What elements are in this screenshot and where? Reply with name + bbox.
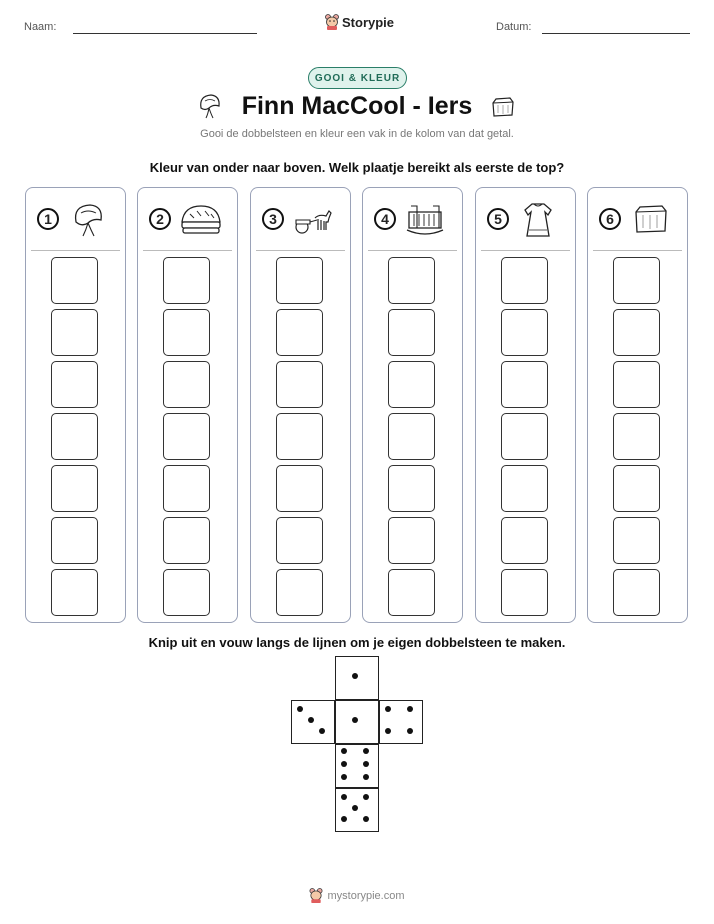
date-line[interactable] — [542, 33, 690, 34]
color-box[interactable] — [388, 361, 435, 408]
color-box[interactable] — [51, 569, 98, 616]
column-4 — [362, 187, 463, 623]
die-pip — [341, 794, 347, 800]
color-box[interactable] — [51, 361, 98, 408]
name-label: Naam: — [24, 21, 57, 33]
color-box[interactable] — [613, 309, 660, 356]
die-pip — [363, 774, 369, 780]
column-5 — [475, 187, 576, 623]
color-box[interactable] — [163, 569, 210, 616]
die-face — [291, 700, 335, 744]
color-box[interactable] — [51, 309, 98, 356]
color-box[interactable] — [388, 309, 435, 356]
color-box[interactable] — [388, 569, 435, 616]
color-box[interactable] — [388, 517, 435, 564]
color-box[interactable] — [276, 361, 323, 408]
color-box[interactable] — [613, 517, 660, 564]
color-box[interactable] — [501, 569, 548, 616]
die-pip — [385, 706, 391, 712]
color-box[interactable] — [501, 465, 548, 512]
column-number: 6 — [599, 208, 621, 230]
die-face — [335, 788, 379, 832]
column-divider — [481, 250, 570, 251]
bonnet-icon — [68, 200, 110, 238]
die-pip — [341, 774, 347, 780]
color-box[interactable] — [501, 257, 548, 304]
column-number: 2 — [149, 208, 171, 230]
color-box[interactable] — [276, 465, 323, 512]
color-box[interactable] — [51, 465, 98, 512]
die-face — [335, 744, 379, 788]
die-pip — [297, 706, 303, 712]
die-pip — [341, 761, 347, 767]
die-pip — [363, 794, 369, 800]
die-pip — [352, 673, 358, 679]
color-box[interactable] — [613, 465, 660, 512]
instruction-bottom: Knip uit en vouw langs de lijnen om je eigen dobbelsteen te maken. — [148, 635, 566, 650]
color-box[interactable] — [501, 309, 548, 356]
column-divider — [256, 250, 345, 251]
color-box[interactable] — [613, 257, 660, 304]
color-box[interactable] — [613, 413, 660, 460]
die-pip — [352, 717, 358, 723]
die-pip — [363, 748, 369, 754]
die-pip — [385, 728, 391, 734]
bread-loaf-icon — [180, 200, 222, 238]
column-1 — [25, 187, 126, 623]
column-divider — [593, 250, 682, 251]
dress-icon — [518, 200, 560, 238]
column-number: 5 — [487, 208, 509, 230]
die-pip — [407, 706, 413, 712]
cradle-icon — [405, 200, 447, 238]
color-box[interactable] — [613, 361, 660, 408]
color-box[interactable] — [388, 257, 435, 304]
column-3 — [250, 187, 351, 623]
color-box[interactable] — [163, 517, 210, 564]
page-title: Finn MacCool - Iers — [241, 92, 473, 120]
color-box[interactable] — [163, 309, 210, 356]
die-pip — [308, 717, 314, 723]
name-line[interactable] — [73, 33, 257, 34]
column-divider — [143, 250, 232, 251]
subtitle: Gooi de dobbelsteen en kleur een vak in de kolom van dat getal. — [200, 128, 514, 140]
column-6 — [587, 187, 688, 623]
color-box[interactable] — [276, 309, 323, 356]
die-pip — [319, 728, 325, 734]
color-box[interactable] — [276, 517, 323, 564]
activity-badge: GOOI & KLEUR — [308, 67, 407, 89]
color-box[interactable] — [501, 361, 548, 408]
peat-block-icon — [490, 95, 516, 119]
color-box[interactable] — [501, 413, 548, 460]
color-box[interactable] — [163, 413, 210, 460]
color-box[interactable] — [276, 413, 323, 460]
column-number: 4 — [374, 208, 396, 230]
die-pip — [341, 816, 347, 822]
logo-text: Storypie — [342, 14, 395, 30]
die-face — [335, 700, 379, 744]
color-box[interactable] — [388, 465, 435, 512]
color-box[interactable] — [276, 569, 323, 616]
column-divider — [31, 250, 120, 251]
color-box[interactable] — [163, 361, 210, 408]
die-pip — [407, 728, 413, 734]
horse-cart-icon — [293, 200, 335, 238]
date-label: Datum: — [496, 21, 532, 33]
color-box[interactable] — [276, 257, 323, 304]
color-box[interactable] — [613, 569, 660, 616]
column-divider — [368, 250, 457, 251]
peat-block-icon — [630, 200, 672, 238]
color-box[interactable] — [501, 517, 548, 564]
color-box[interactable] — [51, 413, 98, 460]
die-pip — [363, 761, 369, 767]
color-box[interactable] — [51, 517, 98, 564]
color-box[interactable] — [163, 465, 210, 512]
die-face — [335, 656, 379, 700]
die-pip — [352, 805, 358, 811]
bear-logo-icon — [309, 888, 323, 903]
column-number: 1 — [37, 208, 59, 230]
color-box[interactable] — [388, 413, 435, 460]
bear-logo-icon — [325, 14, 339, 30]
color-box[interactable] — [51, 257, 98, 304]
column-number: 3 — [262, 208, 284, 230]
storypie-logo — [325, 14, 394, 30]
die-pip — [341, 748, 347, 754]
die-face — [379, 700, 423, 744]
color-box[interactable] — [163, 257, 210, 304]
footer — [0, 888, 714, 903]
column-2 — [137, 187, 238, 623]
die-pip — [363, 816, 369, 822]
footer-url[interactable]: mystorypie.com — [327, 889, 405, 902]
instruction-top: Kleur van onder naar boven. Welk plaatje bereikt als eerste de top? — [149, 160, 565, 175]
